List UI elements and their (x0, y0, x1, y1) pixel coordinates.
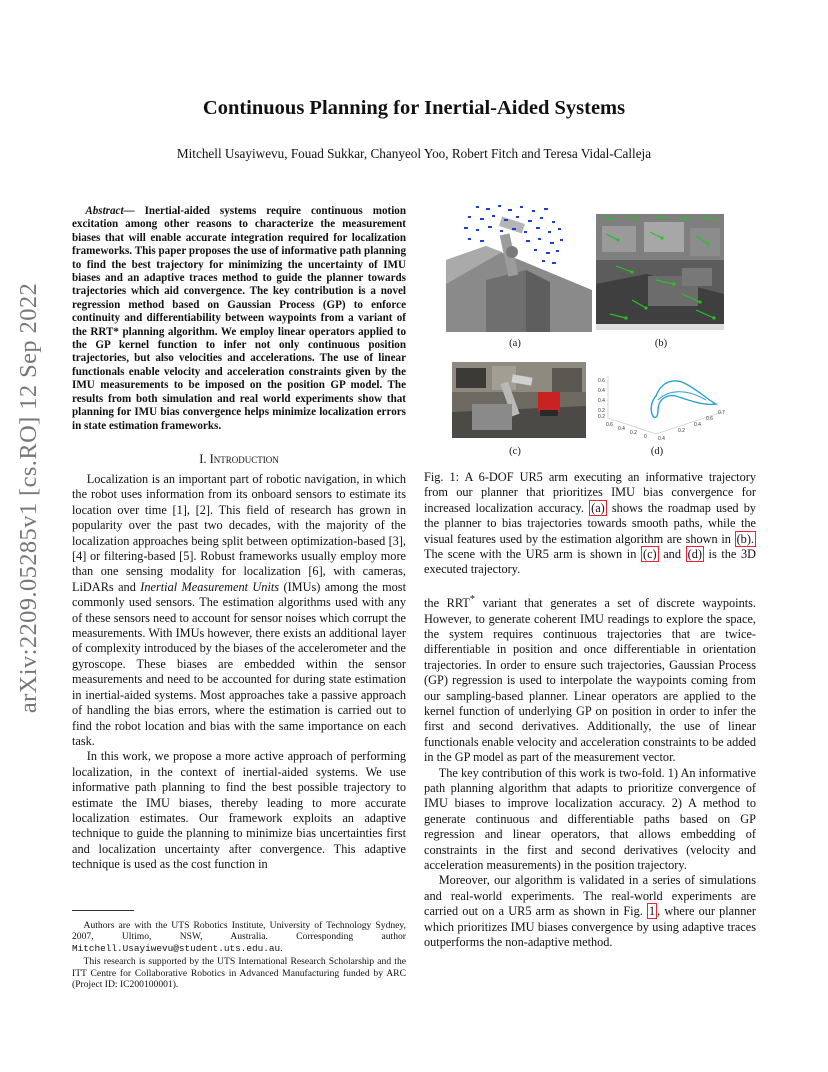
x-tick-1: 0.6 (606, 422, 613, 428)
x-tick-2: 0.4 (618, 426, 625, 432)
figure-panel-d (596, 370, 732, 444)
section-heading (72, 452, 406, 467)
right-paragraph-1: the RRT* variant that generates a set of discrete waypoints. However, to generate coherent IMU readings to explore the space, the system requires continuous trajectories that are twice-differentiable in position and once differentiable in orientation trajectories. In order to ensure such trajectories, Gaussian Process (GP) regression is used to interpolate the waypoints coming from our sampling-based planner. Linear operators are applied to the kernel function of underlying GP on position in order to infer the first and second derivatives. Additionally, the use of linear functionals enable velocity and acceleration constraints to be added in the GP model as part of the measurement vector. (424, 594, 756, 765)
footnote-funding: This research is supported by the UTS International Research Scholarship and the ITT Centre for Collaborative Robotics in Advanced Manufacturing funded by ARC (Project ID: IC200100001). (72, 956, 406, 991)
figure-panel-b (596, 214, 724, 330)
link-panel-d[interactable]: (d) (687, 547, 702, 562)
author-email: Mitchell.Usayiwevu@student.uts.edu.au (72, 942, 281, 954)
figure-panel-c (452, 362, 586, 438)
intro-paragraph-1: Localization is an important part of robotic navigation, in which the robot uses information from its onboard sensors to estimate its location over time [1], [2]. This field of research has grown in popularity over the past two decades, with the majority of the localization approaches being split between optimization-based [3], [4] or filtering-based [5]. Robust frameworks usually employ more than one sensing modality for localization [6], with cameras, LiDARs and Inertial Measurement Units (IMUs) among the most commonly used sensors. The estimation algorithms used with any of these sensors need to account for sensor noises which corrupt the measurements. With IMUs however, there exists an additional layer of complexity introduced by the biases of the accelerometer and the gyroscope. These biases are embedded within the sensor measurements and need to be accounted for during state estimation in inertial-aided systems. Most approaches take a passive approach of handling the bias errors, where the estimation is carried out to find the robot location and bias with the same importance on each task. (72, 472, 406, 748)
arxiv-id: arXiv:2209.05285v1 [cs.RO] 12 Sep 2022 (15, 282, 42, 714)
abstract (72, 205, 406, 433)
paper-title: Continuous Planning for Inertial-Aided Systems (202, 97, 626, 119)
figure-panel-a (446, 200, 592, 332)
introduction-text (72, 472, 406, 873)
figure-caption: Fig. 1: A 6-DOF UR5 arm executing an informative trajectory from our planner that prioritizes IMU bias convergence for increased localization accuracy. (a) shows the roadmap used by the planner to bias trajectories towards smooth paths, while the visual features used by the estimation algorithm are shown in (b). The scene with the UR5 arm is shown in (c) and (d) is the 3D executed trajectory. (424, 470, 756, 577)
section-number: I. (199, 452, 210, 466)
z-tick-3: 0.4 (598, 398, 605, 404)
subcaption-d: (d) (650, 446, 664, 457)
x-tick-3: 0.2 (630, 430, 637, 436)
x-tick-6: 0.2 (678, 428, 685, 434)
intro-paragraph-2: In this work, we propose a more active approach of performing localization, in the context of inertial-aided systems. We use informative path planning to find the best possible trajectory to estimate the IMU biases, thereby leading to more accurate localization estimates. Our framework exploits an adaptive technique to guide the planning to minimize bias uncertainties first and localization uncertainty after convergence. This adaptive technique is used as the cost function in (72, 749, 406, 872)
x-tick-8: 0.6 (706, 416, 713, 422)
link-fig-1[interactable]: 1 (648, 904, 656, 919)
link-panel-c[interactable]: (c) (642, 547, 657, 562)
x-tick-9: 0.7 (718, 410, 725, 416)
section-title: Introduction (209, 452, 279, 466)
subcaption-a: (a) (509, 338, 521, 349)
right-paragraph-3: Moreover, our algorithm is validated in a series of simulations and real-world experiments. The real-world experiments are carried out on a UR5 arm as shown in Fig. 1 , where our planner which prioritizes IMU biases convergence by using adaptive traces outperforms the non-adaptive method. (424, 873, 756, 950)
arxiv-stamp (4, 228, 54, 768)
paper-authors: Mitchell Usayiwevu, Fouad Sukkar, Chanyeol Yoo, Robert Fitch and Teresa Vidal-Calleja (176, 146, 652, 161)
footnote-affiliation: Authors are with the UTS Robotics Institute, University of Technology Sydney, 2007, Ultimo, NSW, Australia. Corresponding author Mitchell.Usayiwevu@student.uts.edu.au. (72, 920, 406, 954)
x-tick-4: 0 (644, 434, 647, 440)
subcaption-b: (b) (654, 338, 668, 349)
abstract-text: Inertial-aided systems require continuous motion excitation among other reasons to characterize the measurement biases that will enable accurate integration required for localization frameworks. This paper proposes the use of informative path planning to find the best trajectory for minimizing the uncertainty of IMU biases and an adaptive traces method to guide the planner towards trajectories which aid convergence. The key contribution is a novel regression method based on Gaussian Process (GP) to enforce continuity and differentiability between waypoints from a variant of the RRT* planning algorithm. We employ linear operators applied to the GP kernel function to infer not only continuous position trajectories, but also velocities and accelerations. The use of linear functionals enable velocity and acceleration constraints given by the IMU measurements to be imposed on the position GP model. The results from both simulation and real world experiments show that planning for IMU bias convergence helps minimize localization errors in state estimation frameworks. (72, 205, 406, 432)
z-tick-5: 0.2 (598, 414, 605, 420)
z-tick-4: 0.2 (598, 408, 605, 414)
abstract-lead: Abstract (85, 205, 124, 217)
abstract-dash: — (123, 205, 145, 217)
link-panel-b[interactable]: (b). (736, 531, 754, 546)
x-tick-5: 0.4 (658, 436, 665, 442)
right-paragraph-2: The key contribution of this work is two-fold. 1) An informative path planning algorithm that adapts to prioritize convergence of IMU biases to improve localization accuracy. 2) A method to generate continuous and differentiable paths based on GP regression and linear operators, that allows embedding of constraints in the first and second derivatives (velocity and acceleration measurements) in the position trajectory. (424, 765, 756, 872)
z-tick-2: 0.4 (598, 388, 605, 394)
z-tick-1: 0.6 (598, 378, 605, 384)
imu-term: Inertial Measurement Units (140, 579, 280, 594)
link-panel-a[interactable]: (a) (591, 500, 605, 515)
footnote-rule (72, 910, 134, 911)
x-tick-7: 0.4 (694, 422, 701, 428)
footnotes (72, 920, 406, 992)
rrt-star: * (469, 594, 475, 605)
subcaption-c: (c) (509, 446, 521, 457)
right-column-text (424, 592, 756, 950)
